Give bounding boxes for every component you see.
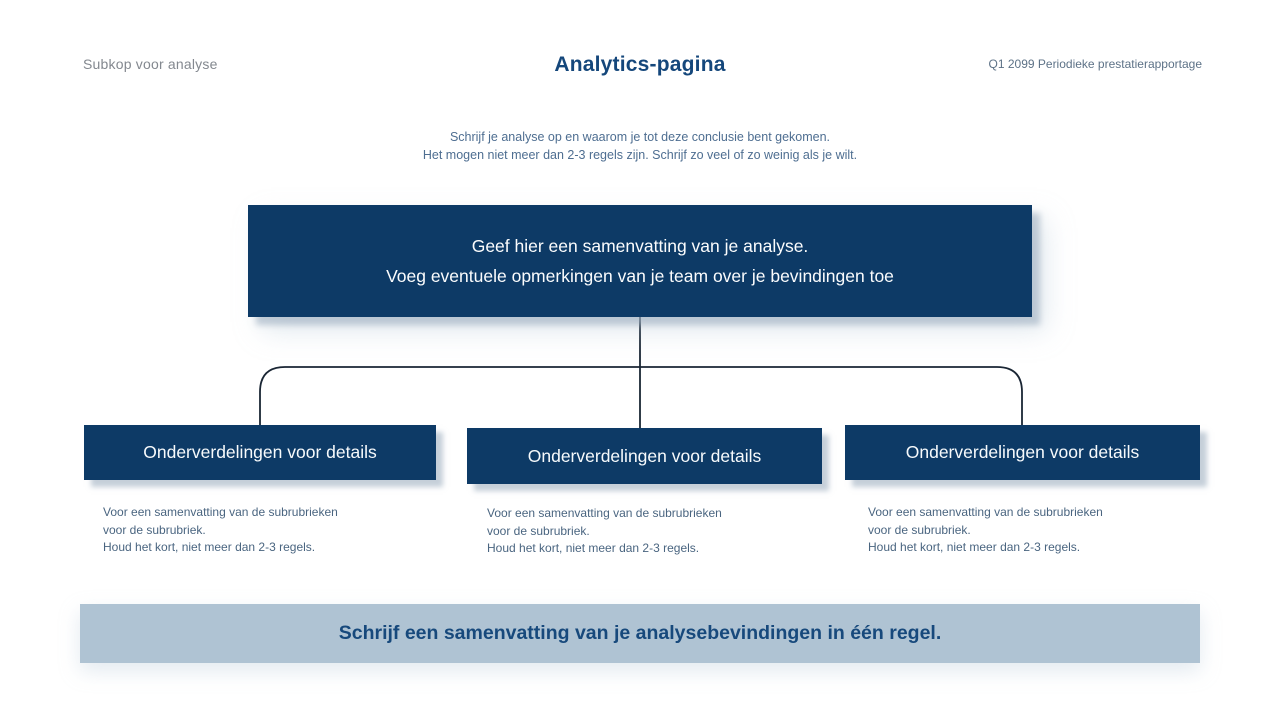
note-line: Houd het kort, niet meer dan 2-3 regels. [487, 541, 700, 555]
branch-label: Onderverdelingen voor details [143, 442, 377, 462]
branch-note-3 [868, 504, 1158, 557]
header-meta: Q1 2099 Periodieke prestatierapportage [988, 57, 1202, 71]
branch-label: Onderverdelingen voor details [527, 445, 762, 466]
note-line: Voor een samenvatting van de subrubrieken [868, 505, 1103, 519]
note-line: Houd het kort, niet meer dan 2-3 regels. [868, 540, 1081, 554]
note-line: voor de subrubriek. [868, 522, 971, 537]
note-line: Voor een samenvatting van de subrubrieken [487, 506, 722, 520]
branch-node-1[interactable] [84, 425, 436, 480]
page-title: Analytics-pagina [554, 53, 726, 76]
branch-label: Onderverdelingen voor details [905, 442, 1140, 462]
note-line: Voor een samenvatting van de subrubrieken [103, 505, 338, 519]
branch-note-2 [487, 505, 777, 558]
note-line: voor de subrubriek. [487, 523, 590, 538]
intro-instructions [0, 128, 1280, 164]
summary-line-2: Voeg eventuele opmerkingen van je team over je bevindingen toe [386, 266, 894, 286]
branch-node-3[interactable] [845, 425, 1200, 480]
header-subtitle: Subkop voor analyse [83, 56, 218, 72]
branch-node-2[interactable] [467, 428, 822, 484]
summary-node[interactable] [248, 205, 1032, 317]
footer-text: Schrijf een samenvatting van je analysebevindingen in één regel. [338, 622, 942, 644]
intro-line-2: Het mogen niet meer dan 2-3 regels zijn. Schrijf zo veel of zo weinig als je wilt. [422, 148, 858, 162]
branch-note-1 [103, 504, 393, 557]
note-line: voor de subrubriek. [103, 522, 206, 537]
note-line: Houd het kort, niet meer dan 2-3 regels. [103, 540, 316, 554]
summary-line-1: Geef hier een samenvatting van je analyse. [471, 236, 809, 256]
intro-line-1: Schrijf je analyse op en waarom je tot deze conclusie bent gekomen. [449, 130, 831, 144]
footer-summary-bar[interactable] [80, 604, 1200, 663]
